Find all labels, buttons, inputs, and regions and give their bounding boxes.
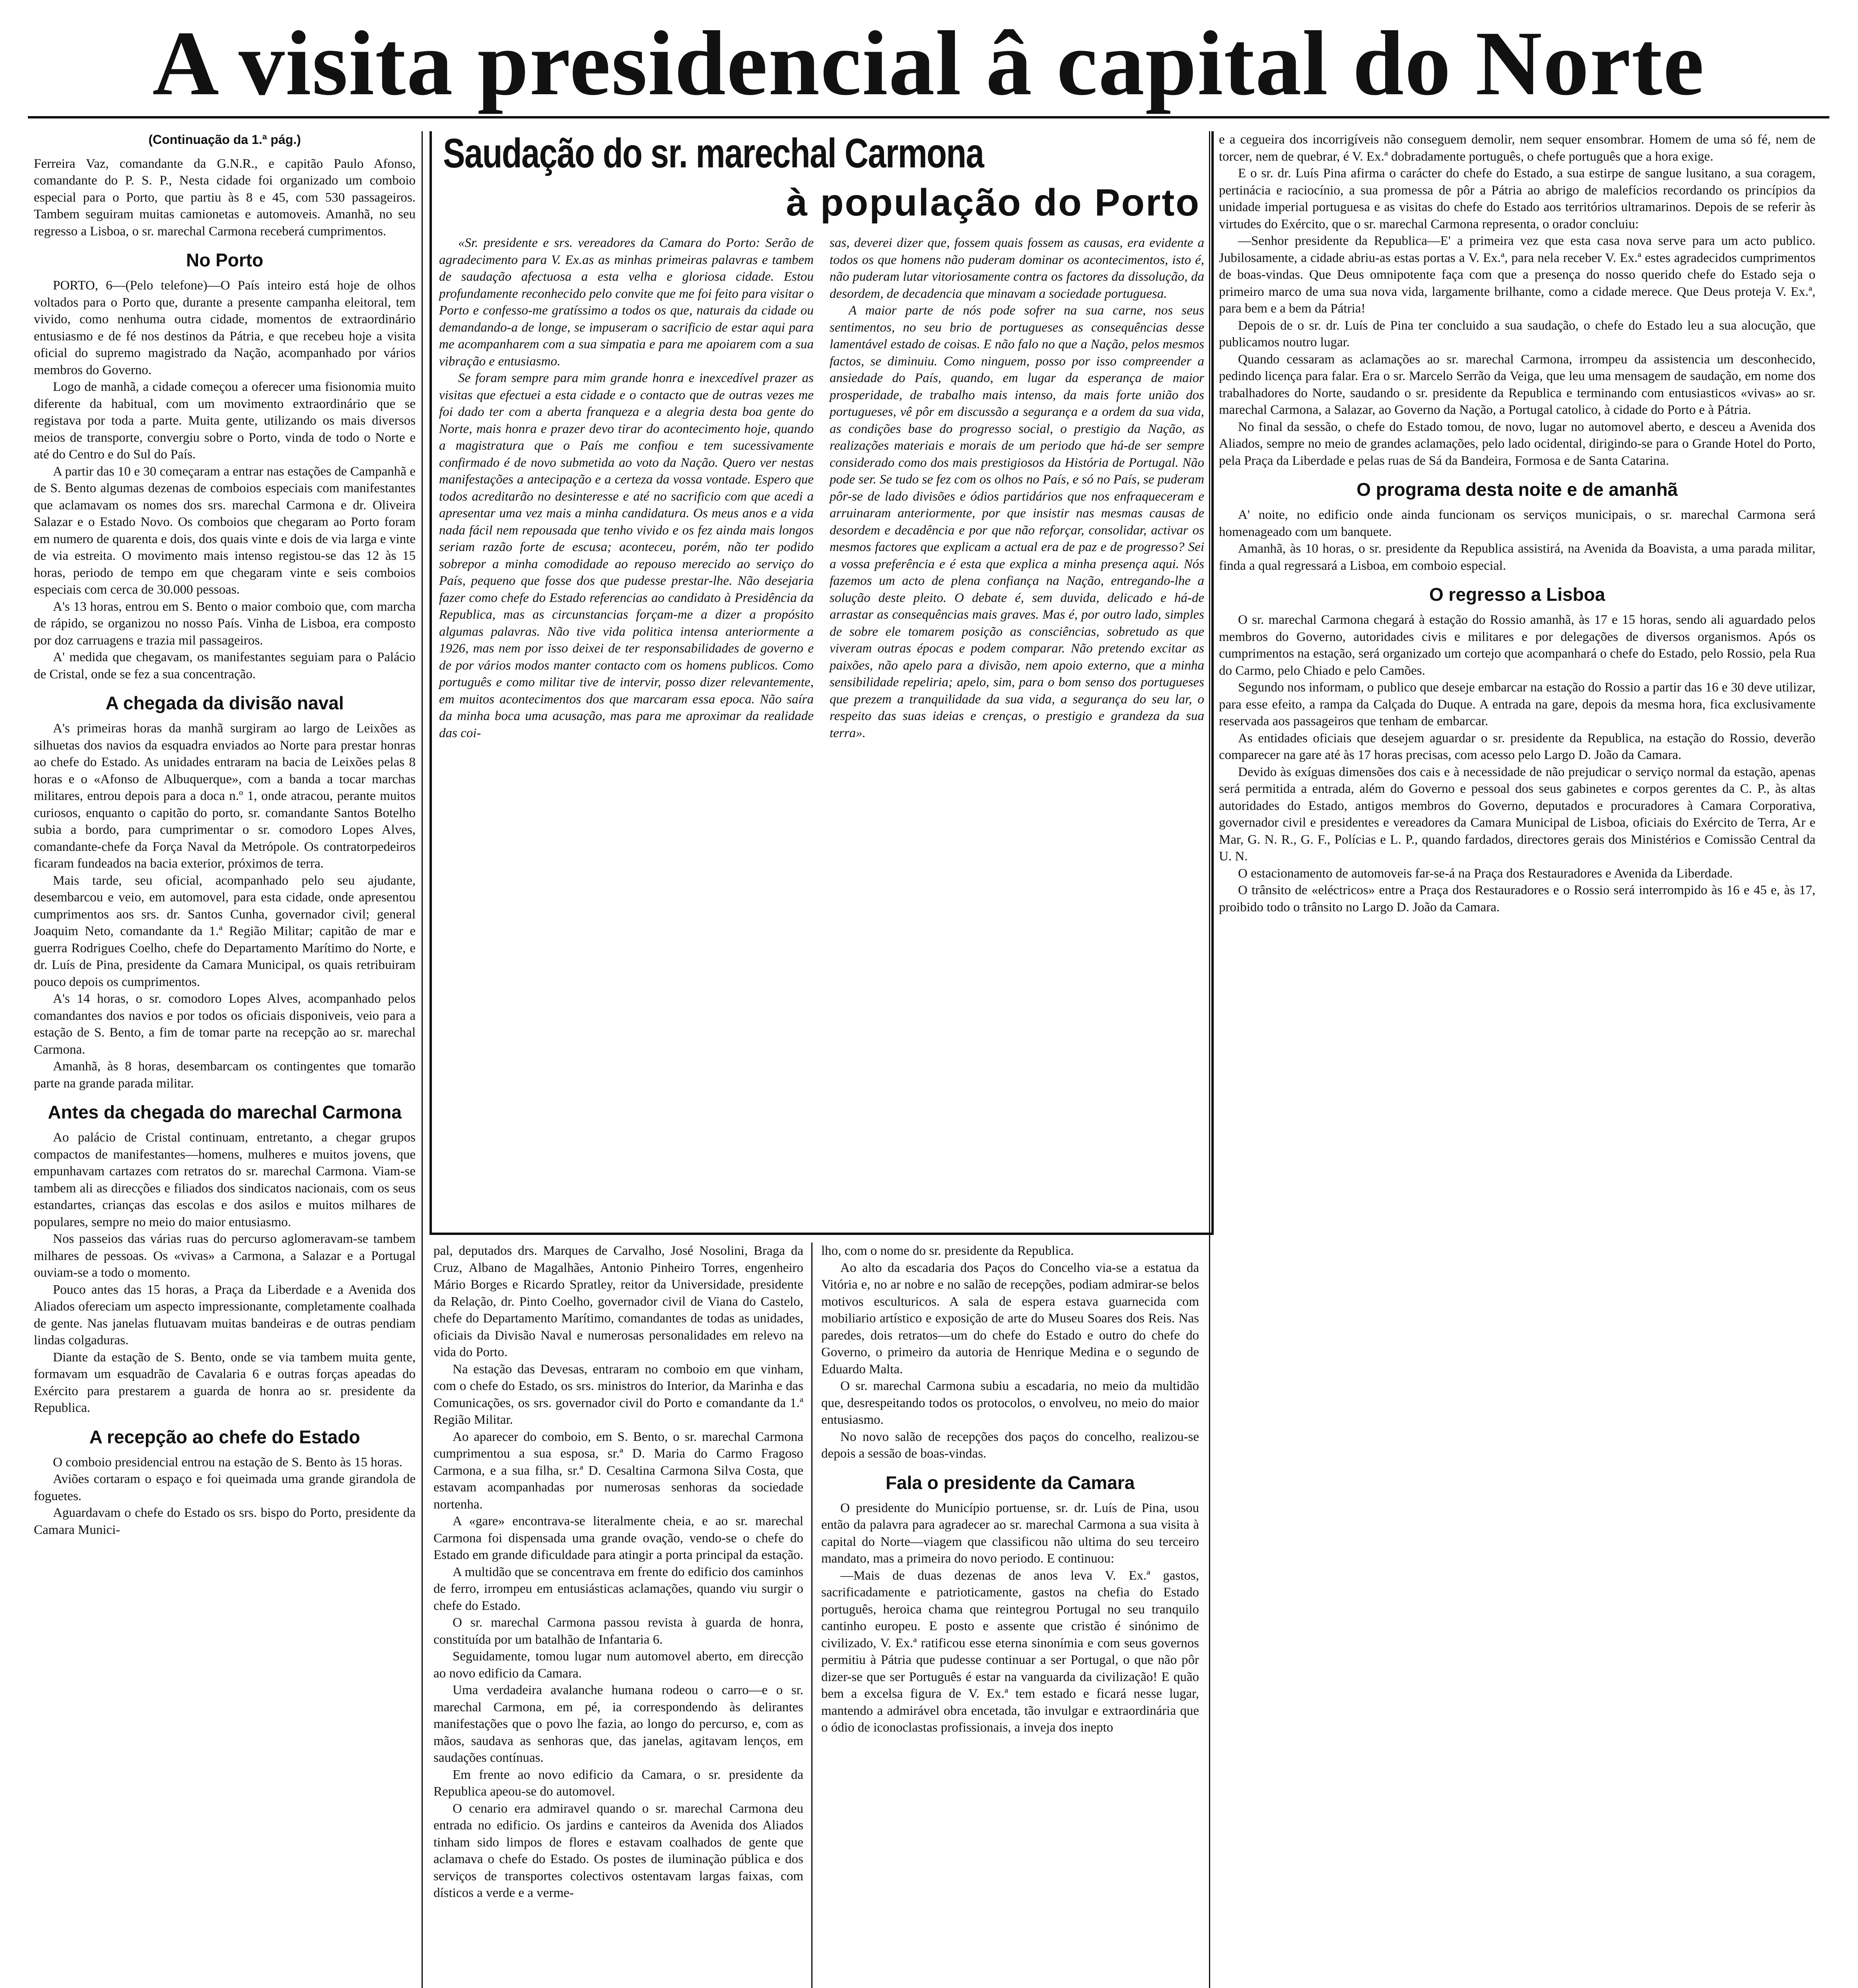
page-headline: A visita presidencial â capital do Norte xyxy=(152,12,1705,115)
continuation-note: (Continuação da 1.ª pág.) xyxy=(148,132,301,147)
speech-paragraph: «Sr. presidente e srs. vereadores da Camara do Porto: Serão de agradecimento para V. Ex.as as minhas primeiras palavras e tambem de saudação afectuosa a esta velha e gloriosa cidade. Estou profundamente reconhecido pelo convite que me foi feito para visitar o Porto e confesso-me gratíssimo a todos os que, naturais da cidade ou demandando-a de longe, se impuseram o sacrificio de estar aqui para me acompanharem com a sua simpatia e para me apoiarem com a sua vibração e entusiasmo. xyxy=(439,236,814,369)
subhead-fala-presidente: Fala o presidente da Camara xyxy=(885,1472,1135,1493)
paragraph: e a cegueira dos incorrigíveis não conseguem demolir, nem sequer ensombrar. Homem de uma só fé, nem de torcer, nem de quebrar, é V. Ex.ª dobradamente português, o chefe português que a hora exige. xyxy=(1219,132,1815,164)
paragraph: Devido às exíguas dimensões dos cais e à necessidade de não prejudicar o serviço normal da estação, apenas será permitida a entrada, além do Governo e pessoal dos seus gabinetes e corpos gerentes da C. P., às altas autoridades do Estado, antigos membros do Governo, deputados e procuradores à Camara Corporativa, governador civil e presidentes e vereadores da Camara Municipal de Lisboa, oficiais do Exército de Terra, Ar e Mar, G. N. R., G. F., Polícias e L. P., quando fardados, directores gerais dos Ministérios e Comissão Central da U. N. xyxy=(1219,765,1815,864)
subhead-recepcao: A recepção ao chefe do Estado xyxy=(89,1426,360,1447)
paragraph: Ao aparecer do comboio, em S. Bento, o sr. marechal Carmona cumprimentou a sua esposa, sr.ª D. Maria do Carmo Fragoso Carmona, e a sua filha, sr.ª D. Cesaltina Carmona Silva Costa, que estavam acompanhadas por numerosas senhoras da sociedade nortenha. xyxy=(433,1429,803,1512)
column-rule xyxy=(811,1242,812,1988)
paragraph: A' medida que chegavam, os manifestantes seguiam para o Palácio de Cristal, onde se fez a sua concentração. xyxy=(34,650,416,681)
speech-paragraph: Se foram sempre para mim grande honra e inexcedível prazer as visitas que efectuei a esta cidade e o contacto que de outras vezes me foi dado ter com a aberta franqueza e a alegria desta boa gente do Norte, mais honra e prazer devo tirar do acontecimento hoje, quando a magistratura que o País me confiou e tem sucessivamente confirmado é de novo submetida ao voto da Nação. Quero ver nestas manifestações a antecipação e a certeza da vossa vontade. Espero que todos acreditarão no desinteresse e até no sacrificio com que acedi a apresentar uma vez mais a minha candidatura. Os meus anos e a vida nada fácil nem repousada que tenho vivido e os fez ainda mais longos seriam razão forte de escusa; aconteceu, porém, não ter podido sobrepor a minha comodidade ao repouso merecido ao serviço do País, pequeno que fosse dos que pudesse prestar-lhe. Não desejaria fazer como chefe do Estado referencias ao candidato à Presidência da Republica, mas as circunstancias forçam-me a dizer a propósito algumas palavras. Não tive vida politica intensa anteriormente a 1926, mas nem por isso deixei de ter responsabilidades de governo e de por vários modos manter contacto com os homens publicos. Como português e como militar tive de intervir, posso dizer relevantemente, em muitos acontecimentos dos que marcaram essa epoca. Não saíra da minha boca uma acusação, mas para me aproximar da realidade das coi- xyxy=(439,371,814,740)
paragraph: A's 14 horas, o sr. comodoro Lopes Alves, acompanhado pelos comandantes dos navios e por todos os oficiais disponiveis, veio para a estação de S. Bento, a fim de tomar parte na recepção ao sr. marechal Carmona. xyxy=(34,992,416,1057)
paragraph: Nos passeios das várias ruas do percurso aglomeravam-se tambem milhares de pessoas. Os «vivas» a Carmona, a Salazar e a Portugal ouviam-se a todo o momento. xyxy=(34,1232,416,1280)
paragraph: A's primeiras horas da manhã surgiram ao largo de Leixões as silhuetas dos navios da esquadra enviados ao Norte para prestar honras ao chefe do Estado. As unidades entraram na bacia de Leixões pelas 8 horas e o «Afonso de Albuquerque», com a banda a tocar marchas militares, entrou depois para a doca n.º 1, onde atracou, perante muitos curiosos, enquanto o capitão do porto, sr. comandante Santos Botelho subia a bordo, para cumprimentar o sr. comodoro Lopes Alves, comandante-chefe da Força Naval da Metrópole. Os contratorpedeiros ficaram fundeados na bacia exterior, próximos de terra. xyxy=(34,721,416,871)
paragraph: —Senhor presidente da Republica—E' a primeira vez que esta casa nova serve para um acto publico. Jubilosamente, a cidade abriu-as estas portas a V. Ex.ª, para nela receber V. Ex.ª estes agradecidos cumprimentos de boas-vindas. Que Deus omnipotente faça com que a presença do nosso querido chefe do Estado seja o primeiro marco de uma sua nova vida, largamente brilhante, como a cidade merece. Que Deus proteja V. Ex.ª, para bem e a bem da Pátria! xyxy=(1219,234,1815,316)
paragraph: Ao palácio de Cristal continuam, entretanto, a chegar grupos compactos de manifestantes—homens, mulheres e muitos jovens, que empunhavam cartazes com retratos do sr. marechal Carmona. Viam-se tambem ali as direcções e filiados dos sindicatos nacionais, com os seus estandartes, crianças das escolas e dos asilos e muitos milhares de populares, sempre no meio do maior entusiasmo. xyxy=(34,1130,416,1229)
paragraph: O trânsito de «eléctricos» entre a Praça dos Restauradores e o Rossio será interrompido às 16 e 45 e, às 17, proibido todo o trânsito no Largo D. João da Camara. xyxy=(1219,883,1815,914)
paragraph: PORTO, 6—(Pelo telefone)—O País inteiro está hoje de olhos voltados para o Porto que, durante a presente campanha eleitoral, tem vivido, como nenhuma outra cidade, momentos de extraordinário entusiasmo e de fé nos destinos da Pátria, e que recebeu hoje a visita oficial do supremo magistrado da Nação, acompanhado por vários membros do Governo. xyxy=(34,278,416,377)
paragraph: —Mais de duas dezenas de anos leva V. Ex.ª gastos, sacrificadamente e patrioticamente, gastos na chefia do Estado português, heroica chama que reintegrou Portugal no seu tranquilo cantinho europeu. E posto e assente que cristão é sinónimo de civilizado, V. Ex.ª ratificou esse eterna sinonímia e com seus governos permitiu à Pátria que pudesse continuar a ser Portugal, o que não pôr dizer-se que ser Português é estar na vanguarda da civilização! E quão bem a excelsa figura de V. Ex.ª tem estado e ficará nesse lugar, mantendo a admirável obra encetada, tão invulgar e extraordinária que o ódio de iconoclastas profissionais, a inveja dos inepto xyxy=(821,1568,1199,1735)
column-4 xyxy=(1219,131,1815,1988)
paragraph: Mais tarde, seu oficial, acompanhado pelo seu ajudante, desembarcou e veio, em automovel, para esta cidade, onde apresentou cumprimentos aos srs. dr. Santos Cunha, governador civil; general Joaquim Neto, comandante da 1.ª Região Militar; capitão de mar e guerra Rodrigues Coelho, chefe do Departamento Marítimo do Norte, e dr. Luís de Pina, presidente da Camara Municipal, os quais retribuiram pouco depois os cumprimentos. xyxy=(34,873,416,989)
subhead-regresso: O regresso a Lisboa xyxy=(1429,584,1605,605)
paragraph: O sr. marechal Carmona passou revista à guarda de honra, constituída por um batalhão de Infantaria 6. xyxy=(433,1615,803,1647)
speech-box xyxy=(430,131,1214,1235)
paragraph: O cenario era admiravel quando o sr. marechal Carmona deu entrada no edificio. Os jardins e canteiros da Avenida dos Aliados tinham sido limpos de flores e estavam coalhados de gente que aclamava o chefe do Estado. Os postes de iluminação pública e dos serviços de transportes colectivos ostentavam largas faixas, com dísticos a verde e a verme- xyxy=(433,1801,803,1900)
paragraph: A's 13 horas, entrou em S. Bento o maior comboio que, com marcha de rápido, se organizou no nosso País. Vinha de Lisboa, era composto por doz carruagens e trazia mil passageiros. xyxy=(34,599,416,648)
paragraph: A «gare» encontrava-se literalmente cheia, e ao sr. marechal Carmona foi dispensada uma grande ovação, vendo-se o chefe do Estado em grande dificuldade para atingir a porta principal da estação. xyxy=(433,1514,804,1562)
subhead-divisao-naval: A chegada da divisão naval xyxy=(105,693,344,713)
paragraph: A multidão que se concentrava em frente do edificio dos caminhos de ferro, irrompeu em entusiásticas aclamações, quando viu surgir o chefe do Estado. xyxy=(433,1565,803,1613)
paragraph: lho, com o nome do sr. presidente da Republica. xyxy=(821,1244,1074,1258)
paragraph: pal, deputados drs. Marques de Carvalho, José Nosolini, Braga da Cruz, Albano de Magalhães, Antonio Pinheiro Torres, engenheiro Mário Borges e Ricardo Spratley, reitor da Universidade, presidente da Relação, dr. Pinto Coelho, governador civil de Viana do Castelo, chefe do Departamento Marítimo, comandantes de todas as unidades, oficiais da Divisão Naval e numerosas personalidades em relevo na vida do Porto. xyxy=(433,1244,803,1359)
paragraph: Amanhã, às 10 horas, o sr. presidente da Republica assistirá, na Avenida da Boavista, a uma parada militar, finda a qual regressará a Lisboa, em comboio especial. xyxy=(1219,542,1815,573)
headline-rule xyxy=(28,116,1829,118)
column-2 xyxy=(433,1242,803,1988)
speech-column-b xyxy=(830,235,1204,742)
paragraph: O estacionamento de automoveis far-se-á na Praça dos Restauradores e Avenida da Liberdade. xyxy=(1238,866,1733,881)
column-rule xyxy=(422,131,423,1988)
paragraph: O comboio presidencial entrou na estação de S. Bento às 15 horas. xyxy=(53,1455,402,1470)
paragraph: Diante da estação de S. Bento, onde se via tambem muita gente, formavam um esquadrão de Cavalaria 6 e outras forças apeadas do Exército para prestarem a guarda de honra ao sr. presidente da Republica. xyxy=(34,1350,416,1415)
speech-columns xyxy=(439,235,1204,742)
paragraph: O presidente do Município portuense, sr. dr. Luís de Pina, usou então da palavra para agradecer ao sr. marechal Carmona a sua visita à capital do Norte—viagem que classificou não ultima do seu terceiro mandato, mas a primeira do novo periodo. E continuou: xyxy=(821,1501,1199,1566)
column-3 xyxy=(821,1242,1199,1988)
paragraph: Aviões cortaram o espaço e foi queimada uma grande girandola de foguetes. xyxy=(34,1472,416,1503)
paragraph: A partir das 10 e 30 começaram a entrar nas estações de Campanhã e de S. Bento algumas dezenas de comboios especiais com manifestantes que aclamavam os nomes dos srs. marechal Carmona e dr. Oliveira Salazar e o Estado Novo. Os comboios que chegaram ao Porto foram em numero de quarenta e dois, dos quais vinte e dois de via larga e vinte de via estreita. O movimento mais intenso registou-se das 12 às 15 horas, periodo de tempo em que chegaram vinte e seis comboios especiais com cerca de 30.000 pessoas. xyxy=(34,464,416,597)
paragraph: Logo de manhã, a cidade começou a oferecer uma fisionomia muito diferente da habitual, com um movimento extraordinário que se registava por toda a parte. Muita gente, utilizando os mais diversos meios de transporte, convergiu sobre o Porto, vinda de todo o Norte e até do Centro e do Sul do País. xyxy=(34,380,416,462)
paragraph: Amanhã, às 8 horas, desembarcam os contingentes que tomarão parte na grande parada militar. xyxy=(34,1059,416,1091)
speech-subtitle: à população do Porto xyxy=(786,181,1200,224)
paragraph: Depois de o sr. dr. Luís de Pina ter concluido a sua saudação, o chefe do Estado leu a sua alocução, que publicamos noutro lugar. xyxy=(1219,318,1815,349)
paragraph: Quando cessaram as aclamações ao sr. marechal Carmona, irrompeu da assistencia um desconhecido, pedindo licença para falar. Era o sr. Marcelo Serrão da Veiga, que leu uma mensagem de saudação, em nome dos trabalhadores do Norte, saudando o sr. presidente da Republica e terminando com entusiasticos «vivas» ao sr. marechal Carmona, a Salazar, ao Governo da Nação, a Portugal catolico, à cidade do Porto e à Pátria. xyxy=(1219,352,1815,417)
speech-paragraph: sas, deverei dizer que, fossem quais fossem as causas, era evidente a todos os que homens não puderam dominar os acontecimentos, isto é, não puderam lutar vitoriosamente contra os factores da dissolução, da desordem, de decadencia que minavam a sociedade portuguesa. xyxy=(830,236,1204,301)
speech-title: Saudação do sr. marechal Carmona xyxy=(443,130,984,177)
paragraph: As entidades oficiais que desejem aguardar o sr. presidente da Republica, na estação do Rossio, deverão comparecer na gare até às 17 horas precisas, com acesso pelo Largo D. João da Camara. xyxy=(1219,731,1815,762)
paragraph: No novo salão de recepções dos paços do concelho, realizou-se depois a sessão de boas-vindas. xyxy=(821,1429,1199,1461)
paragraph: Uma verdadeira avalanche humana rodeou o carro—e o sr. marechal Carmona, em pé, ia correspondendo às delirantes manifestações que o povo lhe fazia, ao longo do percurso, e, com as mãos, saudava as senhoras que, das janelas, agitavam lenços, em saudações contínuas. xyxy=(433,1683,803,1765)
paragraph: Pouco antes das 15 horas, a Praça da Liberdade e a Avenida dos Aliados ofereciam um aspecto impressionante, completamente coalhada de gente. Nas janelas flutuavam muitas bandeiras e de outras pendiam lindas colgaduras. xyxy=(34,1282,416,1347)
paragraph: Em frente ao novo edificio da Camara, o sr. presidente da Republica apeou-se do automovel. xyxy=(433,1767,803,1799)
intro-paragraph: Ferreira Vaz, comandante da G.N.R., e capitão Paulo Afonso, comandante do P. S. P., Nesta cidade foi organizado um comboio especial para o Porto, que partiu às 8 e 45, com 530 passageiros. Tambem seguiram muitas camionetas e automoveis. Amanhã, no seu regresso a Lisboa, o sr. marechal Carmona receberá cumprimentos. xyxy=(34,156,416,239)
paragraph: E o sr. dr. Luís Pina afirma o carácter do chefe do Estado, a sua estirpe de sangue lusitano, a sua coragem, pertinácia e raciocínio, a sua promessa de pôr a Pátria ao abrigo de malefícios recordando os princípios da unidade imperial portuguesa e as visitas do chefe do Estado aos territórios ultramarinos. Depois de se referir às virtudes do Exército, que o sr. marechal Carmona representa, o orador concluiu: xyxy=(1219,166,1815,231)
paragraph: Ao alto da escadaria dos Paços do Concelho via-se a estatua da Vitória e, no ar nobre e no salão de recepções, podiam admirar-se belos motivos esculturicos. A sala de espera estava guarnecida com mobiliario artístico e exposição de arte do Museu Soares dos Reis. Nas paredes, dois retratos—um do chefe do Estado e outro do chefe do Governo, o primeiro da autoria de Henrique Medina e o segundo de Eduardo Malta. xyxy=(821,1260,1199,1376)
speech-column-a xyxy=(439,235,814,742)
paragraph: No final da sessão, o chefe do Estado tomou, de novo, lugar no automovel aberto, e desceu a Avenida dos Aliados, sempre no meio de grandes aclamações, pelo lado ocidental, dirigindo-se para o Grande Hotel do Porto, pela Praça da Liberdade e pelas ruas de Sá da Bandeira, Formosa e de Santa Catarina. xyxy=(1219,419,1815,468)
column-1 xyxy=(34,131,416,1988)
paragraph: Seguidamente, tomou lugar num automovel aberto, em direcção ao novo edificio da Camara. xyxy=(433,1649,803,1681)
column-rule xyxy=(1209,131,1210,1988)
subhead-no-porto: No Porto xyxy=(186,250,264,270)
paragraph: Na estação das Devesas, entraram no comboio em que vinham, com o chefe do Estado, os srs. ministros do Interior, da Marinha e das Comunicações, os srs. governador civil do Porto e comandante da 1.ª Região Militar. xyxy=(433,1362,803,1427)
subhead-antes-da-chegada: Antes da chegada do marechal Carmona xyxy=(48,1102,402,1122)
paragraph: O sr. marechal Carmona chegará à estação do Rossio amanhã, às 17 e 15 horas, sendo ali aguardado pelos membros do Governo, autoridades civis e militares e por delegações de diversos organismos. Após os cumprimentos na estação, será organizado um cortejo que acompanhará o chefe do Estado, pelo Rossio, pela Rua do Carmo, pelo Chiado e pelo Camões. xyxy=(1219,613,1815,678)
paragraph: Aguardavam o chefe do Estado os srs. bispo do Porto, presidente da Camara Munici- xyxy=(34,1506,416,1537)
paragraph: Segundo nos informam, o publico que deseje embarcar na estação do Rossio a partir das 16 e 30 deve utilizar, para esse efeito, a rampa da Calçada do Duque. A entrada na gare, depois da mesma hora, fica exclusivamente reservada aos passageiros que tenham de embarcar. xyxy=(1219,680,1815,728)
subhead-programa: O programa desta noite e de amanhã xyxy=(1357,479,1678,500)
paragraph: O sr. marechal Carmona subiu a escadaria, no meio da multidão que, desrespeitando todos os protocolos, o envolveu, no meio do maior entusiasmo. xyxy=(821,1379,1199,1427)
speech-paragraph: A maior parte de nós pode sofrer na sua carne, nos seus sentimentos, no seu brio de portugueses as consequências desse lamentável estado de coisas. E não falo no que a Nação, pelos mesmos factos, se diminuiu. Como ninguem, posso por isso compreender a ansiedade do País, quando, em lugar da esperança de maior prosperidade, de trabalho mais intenso, da mais forte união dos portugueses, vê pôr em discussão a segurança e a ordem da sua vida, as condições base do progresso social, o prestigio da Nação, as realizações materiais e morais de um periodo que há-de ser sempre considerado como dos mais prestigiosos da História de Portugal. Não pode ser. Se tudo se fez com os olhos no País, e só no País, se puderam pôr-se de lado divisões e ódios partidários que nos enfraqueceram e arruinaram anteriormente, por que insistir nas mesmas causas de desordem e decadência e por que não reforçar, consolidar, activar os mesmos factores que explicam a actual era de paz e de progresso? Sei a vossa preferência e é esta que explica a minha presença aqui. Nós fazemos um acto de plena confiança na Nação, entregando-lhe a solução deste pleito. O debate é, sem duvida, delicado e há-de arrastar as consequências mais graves. Mas é, por outro lado, simples de sobre ele tomarem posição as consciências, sobretudo as que viveram outras épocas e podem comparar. Não pretendo excitar as paixões, não apelo para a divisão, nem apoio externo, que a minha sensibilidade repeliria; apelo, sim, para o bom senso dos portugueses que prezem a tranquilidade da sua vida, a segurança do seu lar, o respeito das suas ideias e crenças, o prestigio e grandeza da sua terra». xyxy=(830,303,1204,740)
paragraph: A' noite, no edificio onde ainda funcionam os serviços municipais, o sr. marechal Carmona será homenageado com um banquete. xyxy=(1219,508,1815,539)
